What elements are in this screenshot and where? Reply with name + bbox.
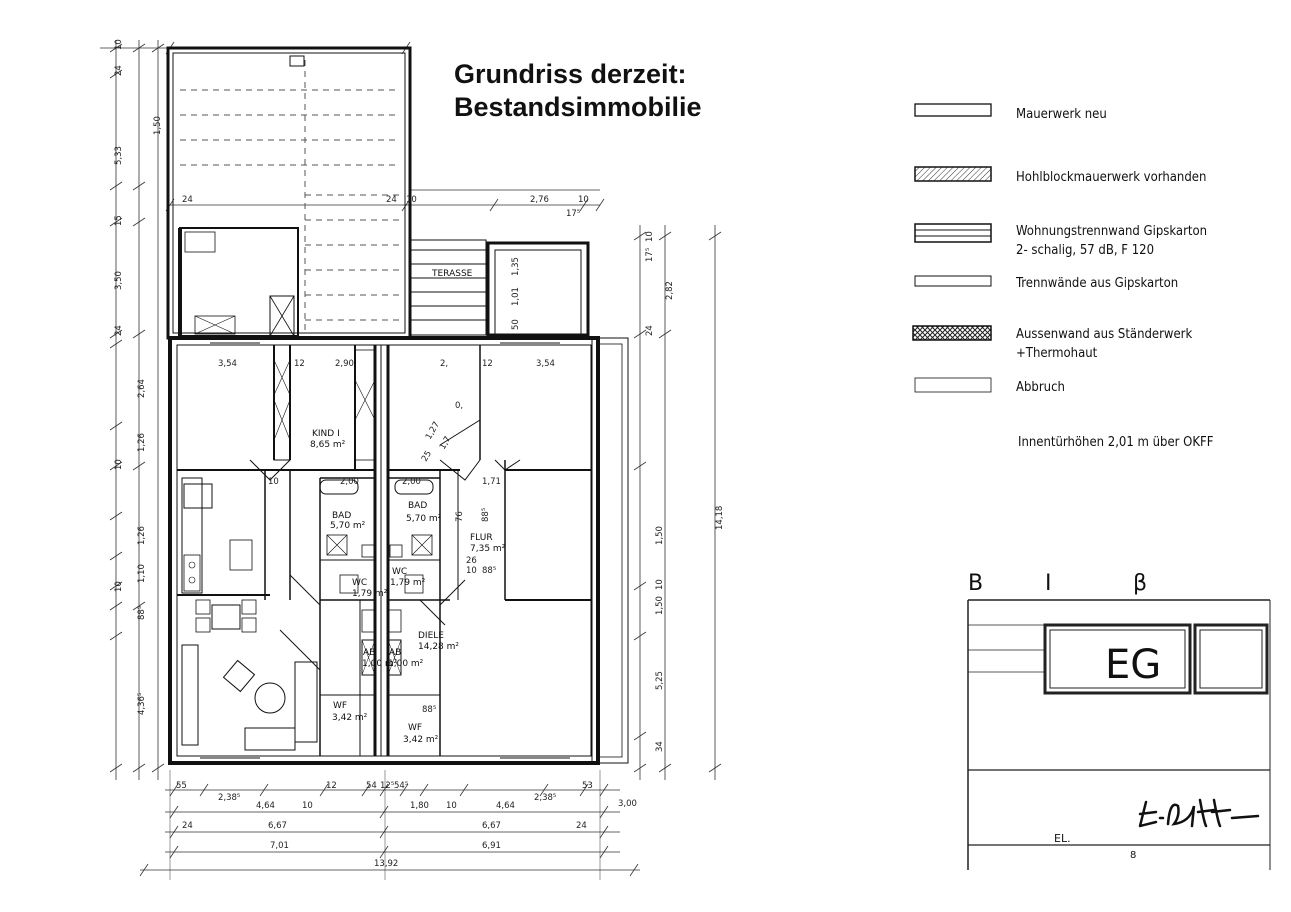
dim-bottom: 7,01: [270, 841, 289, 851]
dim-inner: 2,90: [335, 359, 354, 369]
ab-left-area: 1,00 m²: [362, 659, 398, 669]
dim-top: 10: [406, 195, 417, 205]
legend-label: Hohlblockmauerwerk vorhanden: [1016, 170, 1207, 185]
dim-top: 24: [182, 195, 193, 205]
dim-misc: 50: [511, 319, 521, 330]
legend-label2: 2- schalig, 57 dB, F 120: [1016, 243, 1155, 258]
dim-left: 10: [114, 459, 124, 470]
dim-right: 34: [655, 741, 665, 752]
dim-left: 4,36⁵: [137, 692, 147, 715]
wc-right-area: 1,79 m²: [390, 578, 426, 588]
dim-misc: 0,: [455, 401, 464, 411]
wc-right-label: WC: [392, 567, 408, 577]
dim-left: 3,50: [114, 271, 124, 290]
dim-misc: 88⁵: [482, 566, 497, 576]
legend-label: Aussenwand aus Ständerwerk: [1016, 327, 1193, 342]
titleblock-col2: I: [1045, 571, 1052, 596]
bad-right-label: BAD: [408, 501, 428, 511]
dim-inner: 3,54: [536, 359, 555, 369]
legend-swatch-cross: [913, 326, 991, 340]
dim-bottom: 1,80: [410, 801, 429, 811]
dim-bottom: 2,38⁵: [534, 793, 557, 803]
dim-inner: 12: [482, 359, 493, 369]
ab-left-label: AB: [363, 648, 376, 658]
dim-left: 5,33: [114, 146, 124, 165]
legend-label: Trennwände aus Gipskarton: [1016, 276, 1179, 291]
terrace-label: TERASSE: [432, 269, 473, 279]
dim-bottom: 6,67: [268, 821, 287, 831]
wf-right-area: 3,42 m²: [403, 735, 439, 745]
signature-mark: [1140, 800, 1258, 826]
dim-left: 24: [114, 325, 124, 336]
wf-left-area: 3,42 m²: [332, 713, 368, 723]
dim-bottom: 54⁵: [394, 781, 409, 791]
dim-right: 5,25: [655, 671, 665, 690]
dim-bottom: 55: [176, 781, 187, 791]
dim-bottom: 24: [576, 821, 587, 831]
dim-right: 17⁵: [645, 247, 655, 262]
dim-bottom: 4,64: [496, 801, 515, 811]
wf-right-label: WF: [408, 723, 423, 733]
room-labels: [310, 269, 506, 745]
wc-left-label: WC: [352, 578, 368, 588]
dim-misc: 25: [419, 449, 435, 464]
dim-bottom: 10: [446, 801, 457, 811]
diele-label: DIELE: [418, 631, 444, 641]
dim-bottom: 6,91: [482, 841, 501, 851]
dim-top: 17⁵: [566, 209, 581, 219]
legend-swatch-dashed: [915, 378, 991, 392]
dim-bottom: 4,64: [256, 801, 275, 811]
dim-misc: 10: [466, 566, 477, 576]
dim-left: 10: [114, 581, 124, 592]
title-block: [968, 571, 1270, 870]
bad-left-area: 5,70 m²: [330, 521, 366, 531]
dim-bottom: 12⁵: [380, 781, 395, 791]
dim-left: 24: [114, 65, 124, 76]
page-number: 8: [1130, 850, 1137, 861]
dim-misc: 88⁵: [422, 705, 437, 715]
titleblock-col3: β: [1133, 571, 1148, 596]
flur-area: 7,35 m²: [470, 544, 506, 554]
legend-swatch-hatched: [915, 167, 991, 181]
legend-swatch-triple: [915, 224, 991, 242]
dim-top: 24: [386, 195, 397, 205]
plan-title-line1: Grundriss derzeit:: [454, 59, 687, 89]
ab-right-area: 1,00 m²: [388, 659, 424, 669]
titleblock-col1: B: [968, 571, 984, 596]
kind-label: KIND I: [312, 429, 340, 439]
dim-bottom: 53: [582, 781, 593, 791]
dim-left: 1,50: [153, 116, 163, 135]
note-door-height: Innentürhöhen 2,01 m über OKFF: [1018, 435, 1214, 450]
ab-right-label: AB: [389, 648, 402, 658]
dim-left: 10: [114, 39, 124, 50]
dim-bottom: 2,38⁵: [218, 793, 241, 803]
wf-left-label: WF: [333, 701, 348, 711]
dim-right: 10: [655, 579, 665, 590]
dim-inner: 3,54: [218, 359, 237, 369]
legend-label: Mauerwerk neu: [1016, 107, 1107, 122]
dim-misc: 2,00: [402, 477, 421, 487]
initials: EL.: [1054, 832, 1071, 845]
dim-misc: 2,00: [340, 477, 359, 487]
legend-swatch-thin: [915, 276, 991, 286]
diele-area: 14,28 m²: [418, 642, 460, 652]
dim-misc: 1,35: [511, 257, 521, 276]
dim-top: 10: [578, 195, 589, 205]
dim-right: 2,82: [665, 281, 675, 300]
dim-misc: 76: [455, 511, 465, 522]
dim-right: 1,50: [655, 526, 665, 545]
wc-left-area: 1,79 m²: [352, 589, 388, 599]
dim-left: 1,10: [137, 564, 147, 583]
floor-label: EG: [1105, 642, 1162, 688]
dim-top: 2,76: [530, 195, 549, 205]
dim-left: 1,26: [137, 526, 147, 545]
dim-misc: 26: [466, 556, 477, 566]
dim-bottom: 3,00: [618, 799, 637, 809]
dim-left: 2,64: [137, 379, 147, 398]
dim-right: 14,18: [715, 505, 725, 530]
dim-bottom: 24: [182, 821, 193, 831]
plan-title-line2: Bestandsimmobilie: [454, 92, 702, 122]
dim-bottom: 12: [326, 781, 337, 791]
dim-bottom: 10: [302, 801, 313, 811]
dim-total: 13,92: [374, 859, 399, 869]
dim-right: 24: [645, 325, 655, 336]
dim-misc: 10: [268, 477, 279, 487]
kind-area: 8,65 m²: [310, 440, 346, 450]
dim-left: 88⁵: [137, 605, 147, 620]
dim-left: 1,26: [137, 433, 147, 452]
dim-right: 10: [645, 231, 655, 242]
legend-label2: +Thermohaut: [1016, 346, 1098, 361]
dim-left: 15: [114, 215, 124, 226]
legend: [913, 104, 1214, 450]
dim-bottom: 6,67: [482, 821, 501, 831]
dim-bottom: 54: [366, 781, 377, 791]
bad-right-area: 5,70 m²: [406, 514, 442, 524]
bad-left-label: BAD: [332, 511, 352, 521]
legend-label: Wohnungstrennwand Gipskarton: [1016, 224, 1208, 239]
dim-misc: 1,27: [423, 420, 443, 442]
legend-label: Abbruch: [1016, 380, 1065, 395]
legend-swatch-plain: [915, 104, 991, 116]
dim-misc: 1,71: [482, 477, 501, 487]
dim-right: 1,50: [655, 596, 665, 615]
dim-misc: 88⁵: [481, 507, 491, 522]
dim-misc: 1,01: [511, 287, 521, 306]
dim-inner: 2,: [440, 359, 449, 369]
dim-misc: 1,7: [437, 434, 454, 452]
dim-inner: 12: [294, 359, 305, 369]
flur-label: FLUR: [470, 533, 493, 543]
